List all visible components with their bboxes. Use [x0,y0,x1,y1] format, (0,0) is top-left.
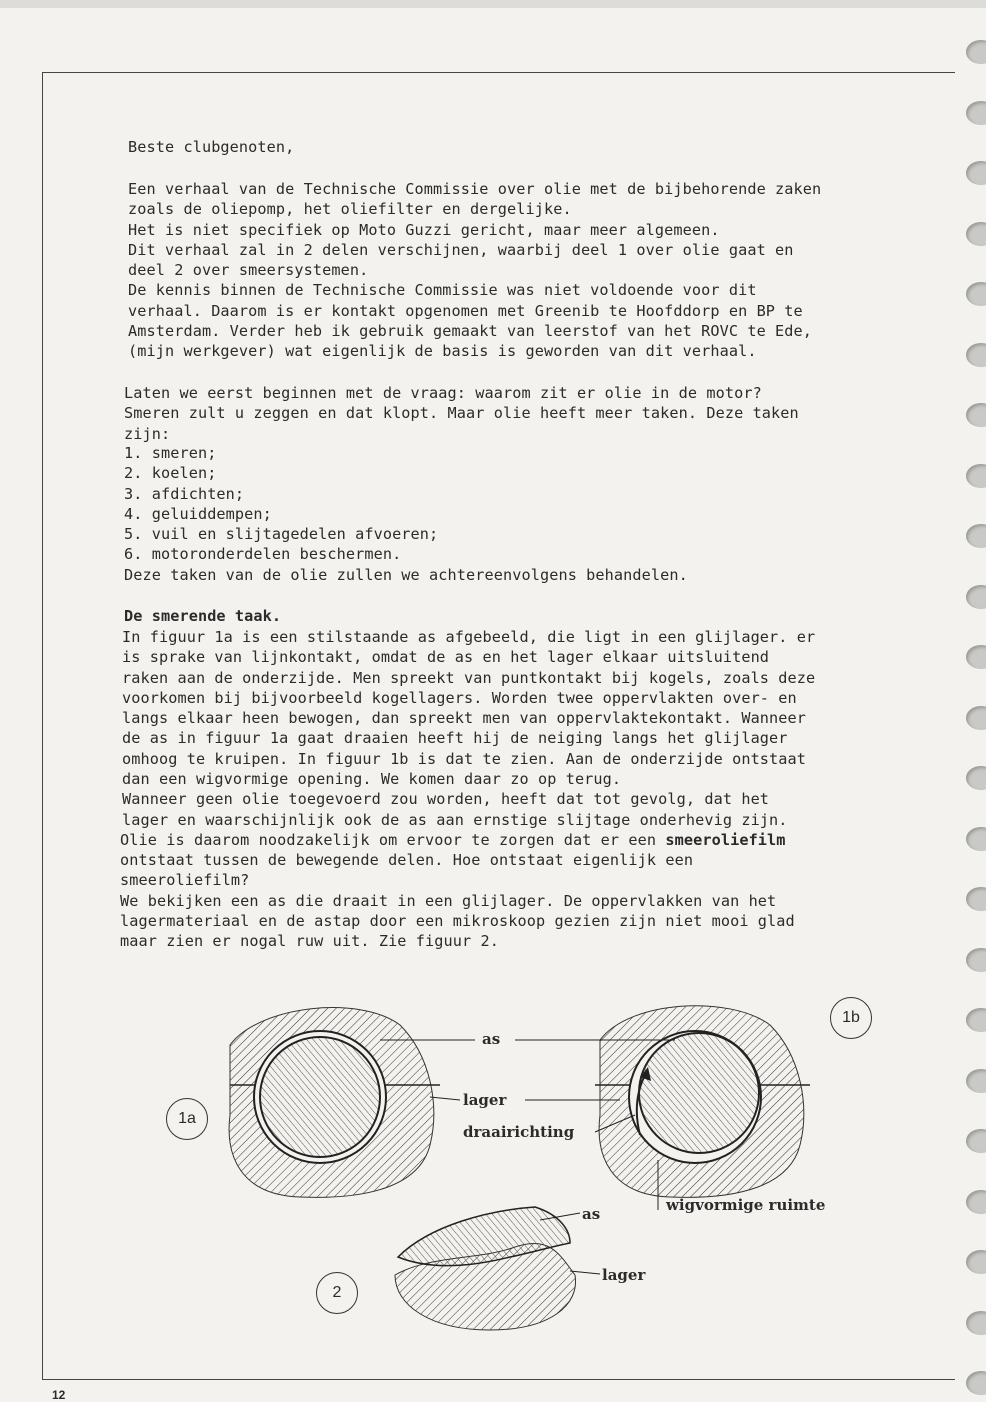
fig1b-shaft [639,1033,759,1153]
text-line: Wanneer geen olie toegevoerd zou worden, heeft dat tot gevolg, dat het [122,790,770,809]
text-line: Laten we eerst beginnen met de vraag: waarom zit er olie in de motor? [124,384,762,402]
binder-hole [966,887,986,911]
text-line: maar zien er nogal ruw uit. Zie figuur 2. [120,932,499,951]
binder-hole [966,1129,986,1153]
task-item: 1. smeren; [124,444,217,462]
binder-hole [966,706,986,730]
binder-hole [966,1371,986,1395]
binder-hole [966,1069,986,1093]
task-item: 3. afdichten; [124,484,245,503]
binder-hole [966,1311,986,1335]
smeeroliefilm-line [120,830,786,850]
scan-top-edge [0,0,986,8]
bearing-figure-drawing [130,985,890,1335]
label-as: as [482,1030,501,1048]
binder-hole [966,403,986,427]
label-lager-fig2: lager [602,1266,646,1284]
binder-hole [966,464,986,488]
text-line: voorkomen bij bijvoorbeeld kogellagers. Worden twee oppervlakten over- en [122,688,797,707]
text-line: Dit verhaal zal in 2 delen verschijnen, waarbij deel 1 over olie gaat en [128,240,794,259]
binder-hole [966,161,986,185]
text-line: deel 2 over smeersystemen. [128,261,369,280]
tasks-outro: Deze taken van de olie zullen we achtereenvolgens behandelen. [124,566,688,584]
film-line-prefix: Olie is daarom noodzakelijk om ervoor te zorgen dat er een [120,831,666,849]
task-item: 5. vuil en slijtagedelen afvoeren; [124,525,439,544]
text-line: ontstaat tussen de bewegende delen. Hoe ontstaat eigenlijk een [120,851,694,869]
tasks-list [124,443,438,565]
binder-hole [966,524,986,548]
task-item: 6. motoronderdelen beschermen. [124,545,402,564]
fig2-label: 2 [316,1272,358,1314]
text-line: De kennis binnen de Technische Commissie was niet voldoende voor dit [128,281,757,300]
section-body-1 [122,627,815,830]
text-line: zijn: [124,424,171,443]
fig1a-shaft [260,1037,380,1157]
binder-hole [966,222,986,246]
task-item: 4. geluiddempen; [124,504,272,523]
text-line: verhaal. Daarom is er kontakt opgenomen met Greenib te Hoofddorp en BP te [128,301,803,320]
text-line: raken aan de onderzijde. Men spreekt van puntkontakt bij kogels, zoals deze [122,668,816,687]
text-line: lager en waarschijnlijk ook de as aan ernstige slijtage onderhevig zijn. [122,810,788,829]
binder-hole [966,766,986,790]
binder-hole [966,1190,986,1214]
text-line: dan een wigvormige opening. We komen daar zo op terug. [122,770,622,789]
label-lager: lager [463,1091,507,1109]
label-wigvormige-ruimte: wigvormige ruimte [666,1196,826,1214]
text-line: lagermateriaal en de astap door een mikroskoop gezien zijn niet mooi glad [120,911,795,930]
text-line: (mijn werkgever) wat eigenlijk de basis is geworden van dit verhaal. [128,342,757,361]
salutation: Beste clubgenoten, [128,138,295,156]
binder-hole [966,948,986,972]
text-line: In figuur 1a is een stilstaande as afgebeeld, die ligt in een glijlager. er [122,628,816,646]
text-line: langs elkaar heen bewogen, dan spreekt men van oppervlaktekontakt. Wanneer [122,709,807,728]
section-body-2 [120,850,795,951]
section-heading: De smerende taak. [124,607,282,625]
binder-hole [966,1250,986,1274]
tasks-intro [124,383,799,444]
task-item: 2. koelen; [124,464,217,483]
text-line: omhoog te kruipen. In figuur 1b is dat te zien. Aan de onderzijde ontstaat [122,749,807,768]
binder-hole [966,645,986,669]
text-line: zoals de oliepomp, het oliefilter en dergelijke. [128,200,572,219]
binder-hole [966,282,986,306]
label-as-fig2: as [582,1205,601,1223]
binder-hole [966,827,986,851]
fig1a-label: 1a [166,1098,208,1140]
text-line: Amsterdam. Verder heb ik gebruik gemaakt van leerstof van het ROVC te Ede, [128,322,813,341]
intro-paragraph [128,179,821,362]
page-number: 12 [52,1388,66,1402]
binder-hole [966,585,986,609]
text-line: Smeren zult u zeggen en dat klopt. Maar olie heeft meer taken. Deze taken [124,404,799,423]
bearing-figure [130,985,890,1335]
text-line: Een verhaal van de Technische Commissie over olie met de bijbehorende zaken [128,180,822,198]
text-line: de as in figuur 1a gaat draaien heeft hij de neiging langs het glijlager [122,729,788,748]
text-line: smeeroliefilm? [120,871,250,890]
binder-hole [966,343,986,367]
binder-hole [966,101,986,125]
fig1b-label: 1b [830,997,872,1039]
text-line: Het is niet specifiek op Moto Guzzi gericht, maar meer algemeen. [128,220,720,239]
film-line-bold: smeeroliefilm [665,831,786,849]
text-line: is sprake van lijnkontakt, omdat de as en het lager elkaar uitsluitend [122,648,770,667]
text-line: We bekijken een as die draait in een glijlager. De oppervlakken van het [120,891,777,910]
binder-hole [966,40,986,64]
binder-hole [966,1008,986,1032]
label-draairichting: draairichting [463,1123,575,1141]
